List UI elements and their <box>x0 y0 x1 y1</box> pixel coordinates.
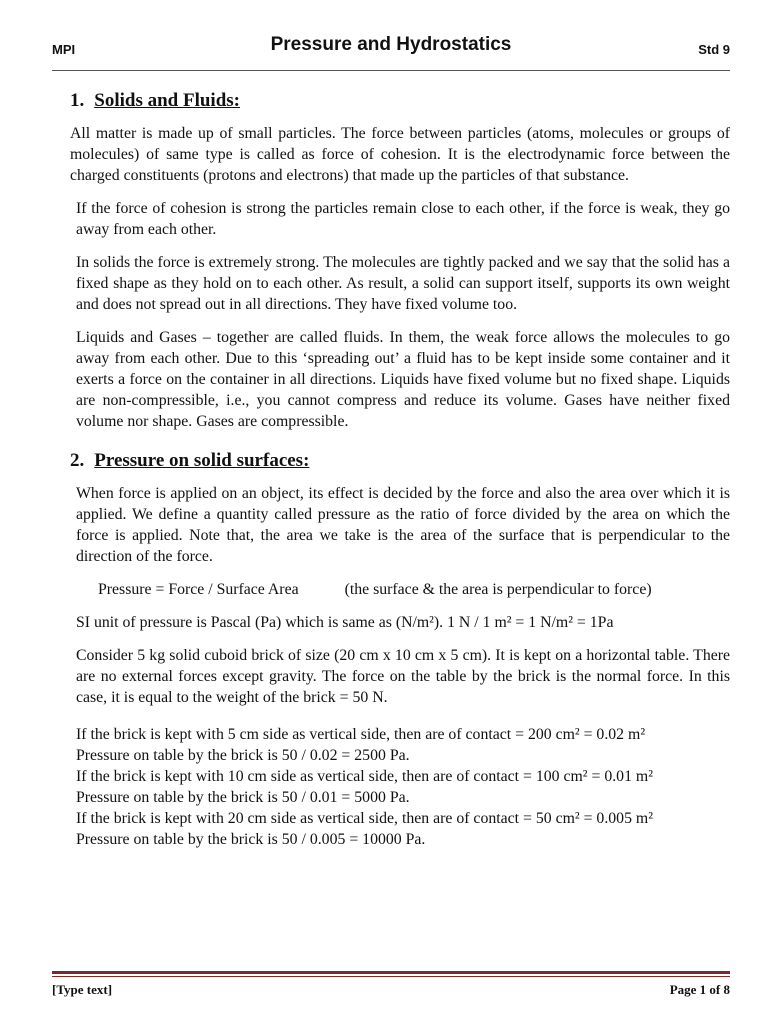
header-right-text: Std 9 <box>698 42 730 57</box>
section-1-number: 1. <box>70 90 85 111</box>
page-title: Pressure and Hydrostatics <box>270 34 512 55</box>
si-unit-line: SI unit of pressure is Pascal (Pa) which is same as (N/m²). 1 N / 1 m² = 1 N/m² = 1Pa <box>76 614 614 631</box>
section-2-title: Pressure on solid surfaces: <box>94 450 310 471</box>
paragraph: In solids the force is extremely strong. The molecules are tightly packed and we say that the solid has a fixed shape as they hold on to each other. As result, a solid can support itself, supports its own weight and does not spread out in all directions. They have fixed volume too. <box>76 254 730 313</box>
document-body <box>70 90 730 850</box>
page-header <box>52 34 730 64</box>
formula-note: (the surface & the area is perpendicular to force) <box>344 581 652 598</box>
section-1-title: Solids and Fluids: <box>94 90 240 111</box>
formula-text: Pressure = Force / Surface Area <box>98 581 299 598</box>
brick-calculations <box>70 724 730 850</box>
section-2-number: 2. <box>70 450 85 471</box>
footer-divider-thin <box>52 976 730 977</box>
calc-line: If the brick is kept with 5 cm side as vertical side, then are of contact = 200 cm² = 0.02 m² <box>76 726 646 743</box>
paragraph: When force is applied on an object, its effect is decided by the force and also the area over which it is applied. We define a quantity called pressure as the ratio of force divided by the area on which the force is applied. Note that, the area we take is the area of the surface that is perpendicular to the direction of the force. <box>76 485 730 565</box>
paragraph: All matter is made up of small particles. The force between particles (atoms, molecules or groups of molecules) of same type is called as force of cohesion. It is the electrodynamic force between the charged constituents (protons and electrons) that made up the particles of that substance. <box>70 125 730 184</box>
calc-line: Pressure on table by the brick is 50 / 0.005 = 10000 Pa. <box>76 831 426 848</box>
paragraph: Liquids and Gases – together are called fluids. In them, the weak force allows the molecules to go away from each other. Due to this ‘spreading out’ a fluid has to be kept inside some container and it exerts a force on the container in all directions. Liquids have fixed volume but no fixed shape. Liquids are non-compressible, i.e., you cannot compress and reduce its volume. Gases have neither fixed volume nor shape. Gases are compressible. <box>76 329 730 430</box>
pressure-formula <box>70 579 730 600</box>
calc-line: Pressure on table by the brick is 50 / 0.02 = 2500 Pa. <box>76 747 410 764</box>
calc-line: If the brick is kept with 20 cm side as vertical side, then are of contact = 50 cm² = 0.005 m² <box>76 810 653 827</box>
header-left-text: MPI <box>52 42 76 57</box>
section-2-heading <box>70 450 730 471</box>
header-divider <box>52 70 730 71</box>
calc-line: Pressure on table by the brick is 50 / 0.01 = 5000 Pa. <box>76 789 410 806</box>
page-number: Page 1 of 8 <box>669 982 730 997</box>
section-1-heading <box>70 90 730 111</box>
footer-divider-thick <box>52 971 730 974</box>
paragraph: If the force of cohesion is strong the particles remain close to each other, if the force is weak, they go away from each other. <box>76 200 730 238</box>
calc-line: If the brick is kept with 10 cm side as vertical side, then are of contact = 100 cm² = 0.01 m² <box>76 768 653 785</box>
paragraph: Consider 5 kg solid cuboid brick of size (20 cm x 10 cm x 5 cm). It is kept on a horizontal table. There are no external forces except gravity. The force on the table by the brick is the normal force. In this case, it is equal to the weight of the brick = 50 N. <box>76 647 730 706</box>
footer-left-text: [Type text] <box>52 982 113 997</box>
